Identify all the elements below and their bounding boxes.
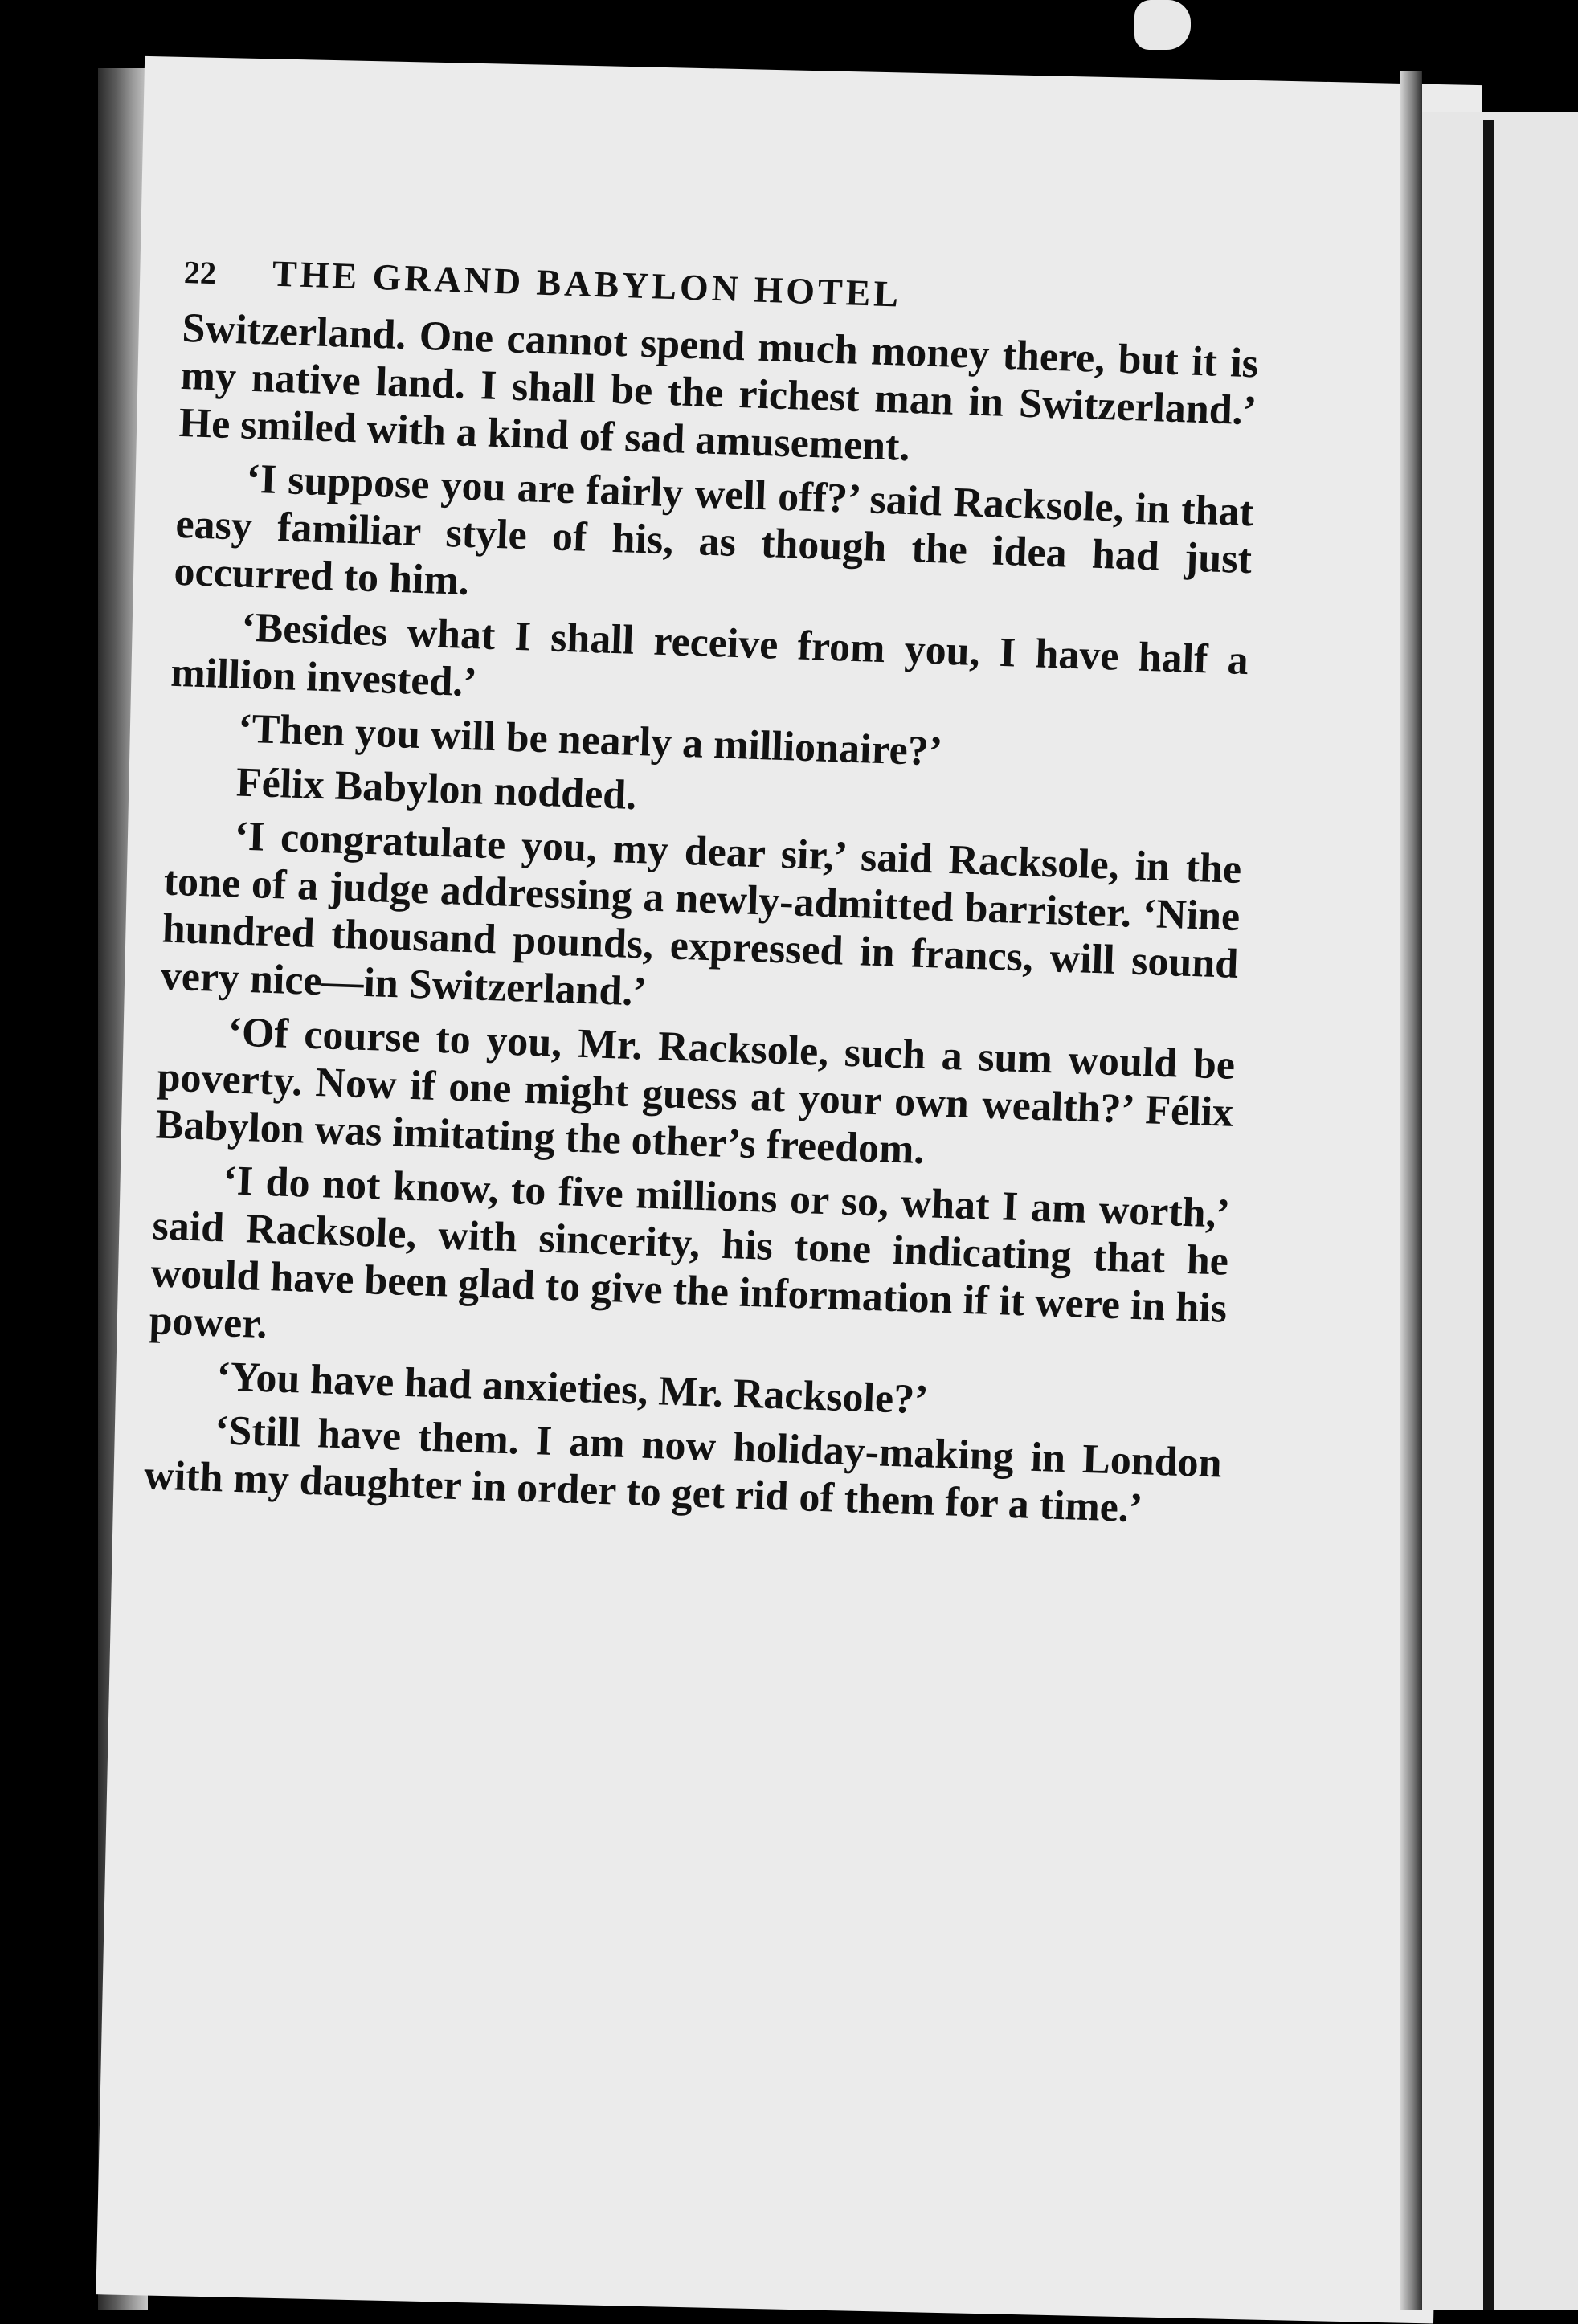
page-content: [143, 249, 1261, 1542]
paragraph-6: ‘I congratulate you, my dear sir,’ said Racksole, in the tone of a judge addressing a newly-admitted barrister. ‘Nine hundred thousand pounds, expressed in francs, will sound very nice—in Switzerland.’: [160, 813, 1243, 1015]
facing-page-rule: [1483, 120, 1494, 2310]
paragraph-9: ‘You have had anxieties, Mr. Racksole?’: [215, 1354, 930, 1423]
paragraph-3: ‘Besides what I shall receive from you, I have half a million invested.’: [170, 604, 1249, 706]
paragraph-2: ‘I suppose you are fairly well off?’ said Racksole, in that easy familiar style of his, as though the idea had just occurred to him.: [173, 455, 1254, 604]
running-title: THE GRAND BABYLON HOTEL: [272, 252, 902, 315]
paragraph-4: ‘Then you will be nearly a millionaire?’: [237, 705, 943, 775]
page-number: 22: [183, 253, 217, 292]
facing-page-edge: [1422, 112, 1578, 2310]
paragraph-5: Félix Babylon nodded.: [235, 759, 638, 819]
paragraph-7: ‘Of course to you, Mr. Racksole, such a sum would be poverty. Now if one might guess at your own wealth?’ Félix Babylon was imitating the other’s freedom.: [154, 1009, 1236, 1174]
page-gutter-shadow: [1400, 71, 1422, 2310]
paragraph-10: ‘Still have them. I am now holiday-making in London with my daughter in order to get rid of them for a time.’: [143, 1407, 1223, 1532]
scan-speck: [1134, 0, 1191, 50]
paragraph-1: Switzerland. One cannot spend much money there, but it is my native land. I shall be the richest man in Switzerland.’ He smiled with a kind of sad amusement.: [178, 304, 1259, 471]
paragraph-8: ‘I do not know, to five millions or so, what I am worth,’ said Racksole, with sincerity, his tone indicating that he would have been glad to give the information if it were in his power.: [148, 1158, 1231, 1348]
